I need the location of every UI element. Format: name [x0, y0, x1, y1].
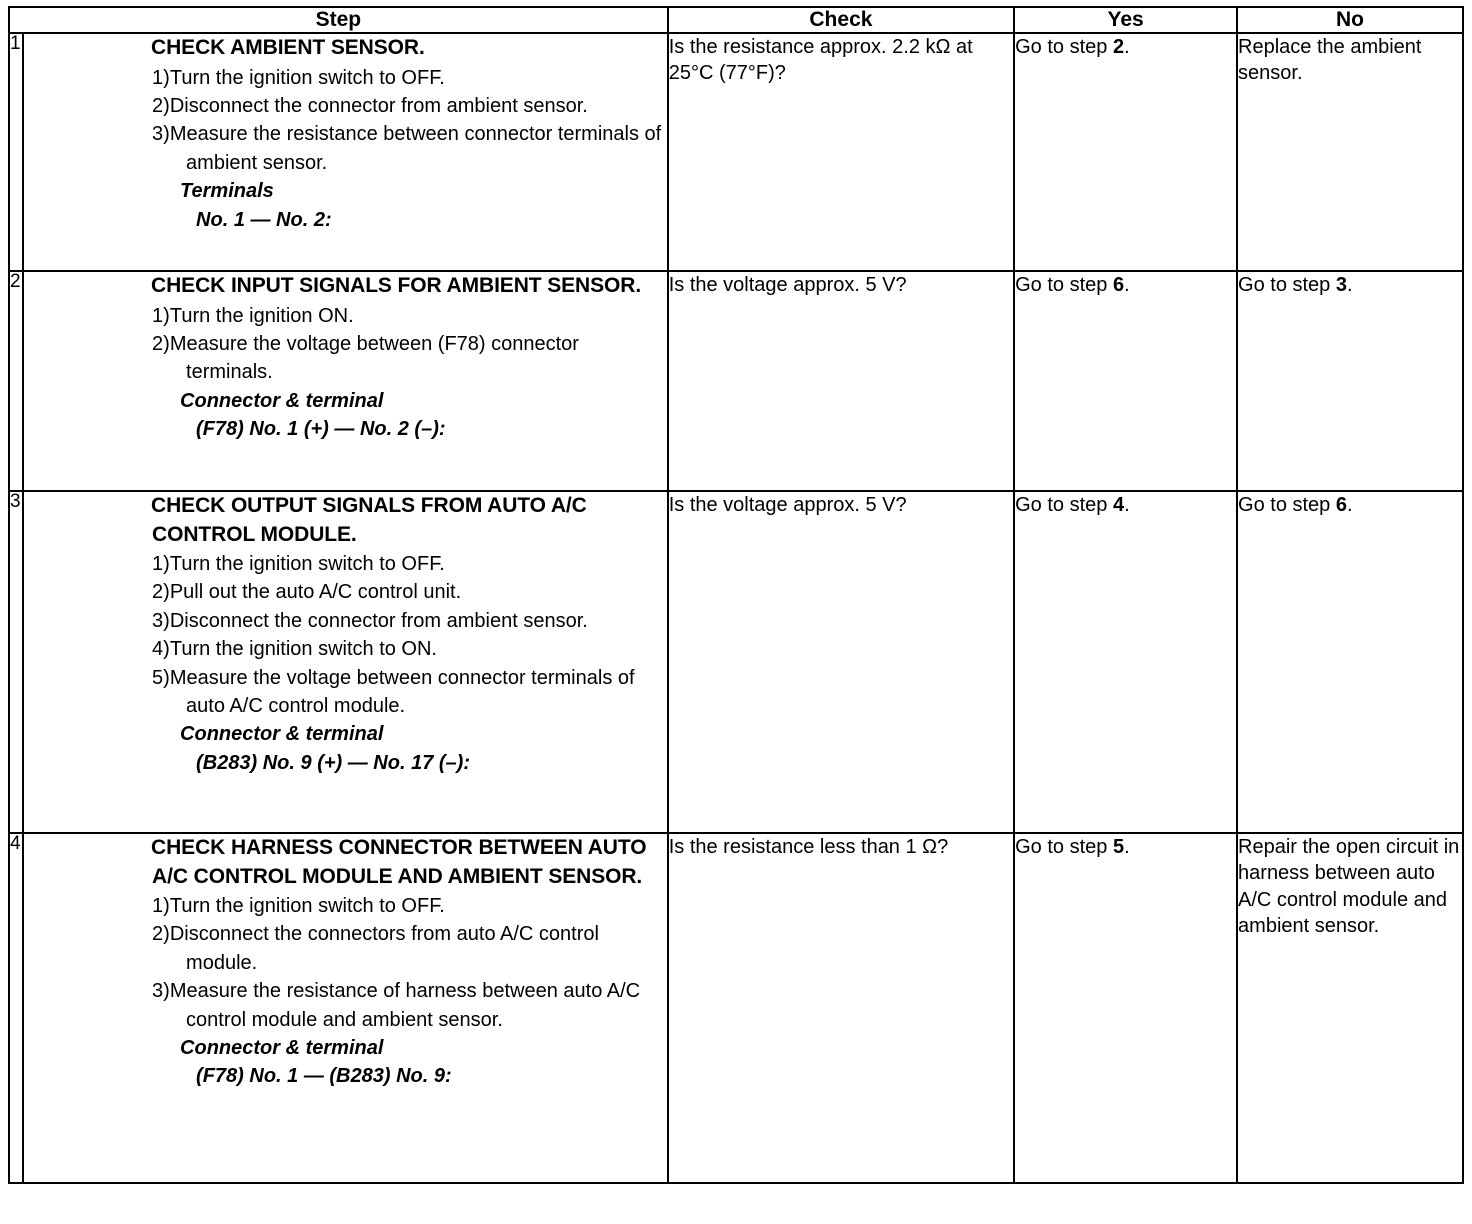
- check-content: Is the resistance less than 1 Ω?: [668, 833, 1014, 1183]
- yes-suffix: .: [1124, 836, 1130, 858]
- step-emphasis-value: No. 1 — No. 2:: [196, 208, 332, 231]
- yes-suffix: .: [1124, 494, 1130, 516]
- step-emphasis-heading: Connector & terminal: [180, 1037, 384, 1060]
- substep-text: Disconnect the connector from ambient sensor.: [169, 609, 588, 632]
- step-substep: [58, 302, 667, 330]
- substep-text: Disconnect the connector from ambient sensor.: [169, 94, 588, 117]
- step-substep: [58, 330, 667, 387]
- step-substep: [58, 920, 667, 977]
- step-content: [23, 491, 668, 833]
- no-content: [1237, 271, 1463, 491]
- step-substep: [58, 92, 667, 120]
- column-header-check: Check: [668, 7, 1014, 33]
- diagnostic-table: [8, 6, 1464, 1184]
- table-row: [9, 271, 1463, 491]
- yes-target: 4: [1112, 494, 1125, 516]
- step-emphasis-value: (F78) No. 1 (+) — No. 2 (–):: [196, 418, 446, 441]
- step-title: CHECK INPUT SIGNALS FOR AMBIENT SENSOR.: [151, 274, 642, 297]
- substep-text: Turn the ignition ON.: [169, 304, 354, 327]
- no-content: [1237, 491, 1463, 833]
- substep-number: 1): [152, 895, 170, 918]
- substep-number: 5): [152, 666, 170, 689]
- no-text: Replace the ambient sensor.: [1238, 36, 1422, 85]
- check-content: Is the resistance approx. 2.2 kΩ at 25°C (77°F)?: [668, 33, 1014, 271]
- step-title: CHECK HARNESS CONNECTOR BETWEEN AUTO A/C CONTROL MODULE AND AMBIENT SENSOR.: [151, 836, 647, 888]
- yes-text: Go to step: [1015, 36, 1113, 58]
- no-suffix: .: [1347, 494, 1353, 516]
- step-substep: [58, 64, 667, 92]
- step-number: 2: [9, 271, 23, 491]
- step-substep: [58, 578, 667, 606]
- no-target: 3: [1335, 274, 1347, 296]
- substep-text: Measure the voltage between connector terminals of auto A/C control module.: [169, 666, 635, 718]
- step-title: CHECK AMBIENT SENSOR.: [151, 36, 425, 59]
- step-substep: [58, 607, 667, 635]
- substep-number: 1): [152, 553, 170, 576]
- table-row: [9, 491, 1463, 833]
- yes-target: 5: [1112, 836, 1125, 858]
- substep-number: 2): [152, 581, 170, 604]
- yes-suffix: .: [1124, 274, 1130, 296]
- step-substep: [58, 120, 667, 177]
- yes-suffix: .: [1124, 36, 1130, 58]
- step-number: 3: [9, 491, 23, 833]
- step-emphasis-value: (F78) No. 1 — (B283) No. 9:: [196, 1065, 452, 1088]
- no-text: Go to step: [1238, 274, 1336, 296]
- step-emphasis-heading: Terminals: [180, 180, 274, 203]
- table-row: [9, 833, 1463, 1183]
- substep-text: Disconnect the connectors from auto A/C control module.: [169, 923, 599, 974]
- step-content: [23, 833, 668, 1183]
- check-content: Is the voltage approx. 5 V?: [668, 491, 1014, 833]
- yes-text: Go to step: [1015, 494, 1113, 516]
- column-header-yes: Yes: [1014, 7, 1237, 33]
- no-content: [1237, 833, 1463, 1183]
- step-content: [23, 271, 668, 491]
- no-content: [1237, 33, 1463, 271]
- step-substep: [58, 550, 667, 578]
- yes-content: [1014, 491, 1237, 833]
- step-number: 1: [9, 33, 23, 271]
- substep-number: 3): [152, 609, 170, 632]
- substep-number: 2): [152, 332, 170, 355]
- substep-number: 4): [152, 638, 170, 661]
- column-header-step: Step: [9, 7, 668, 33]
- step-emphasis-value: (B283) No. 9 (+) — No. 17 (–):: [196, 751, 470, 774]
- table-header-row: [9, 7, 1463, 33]
- step-emphasis-heading: Connector & terminal: [180, 723, 384, 746]
- check-content: Is the voltage approx. 5 V?: [668, 271, 1014, 491]
- step-title: CHECK OUTPUT SIGNALS FROM AUTO A/C CONTROL MODULE.: [151, 494, 587, 546]
- yes-target: 2: [1112, 36, 1125, 58]
- no-target: 6: [1335, 494, 1347, 516]
- step-substep: [58, 635, 667, 663]
- table-row: [9, 33, 1463, 271]
- yes-text: Go to step: [1015, 274, 1113, 296]
- yes-text: Go to step: [1015, 836, 1113, 858]
- substep-number: 3): [152, 980, 170, 1003]
- step-substep: [58, 664, 667, 721]
- substep-text: Turn the ignition switch to OFF.: [169, 66, 445, 89]
- yes-target: 6: [1112, 274, 1125, 296]
- substep-text: Turn the ignition switch to OFF.: [169, 895, 445, 918]
- step-emphasis-heading: Connector & terminal: [180, 389, 384, 412]
- column-header-no: No: [1237, 7, 1463, 33]
- substep-text: Measure the resistance of harness between auto A/C control module and ambient sensor.: [169, 980, 641, 1031]
- substep-number: 1): [152, 304, 170, 327]
- yes-content: [1014, 271, 1237, 491]
- substep-number: 2): [152, 94, 170, 117]
- substep-text: Measure the resistance between connector terminals of ambient sensor.: [169, 123, 662, 174]
- yes-content: [1014, 33, 1237, 271]
- substep-text: Measure the voltage between (F78) connector terminals.: [169, 332, 579, 384]
- step-substep: [58, 977, 667, 1034]
- no-text: Go to step: [1238, 494, 1336, 516]
- yes-content: [1014, 833, 1237, 1183]
- substep-text: Pull out the auto A/C control unit.: [169, 581, 462, 604]
- substep-text: Turn the ignition switch to OFF.: [169, 553, 445, 576]
- step-substep: [58, 892, 667, 920]
- step-number: 4: [9, 833, 23, 1183]
- no-text: Repair the open circuit in harness between auto A/C control module and ambient sensor.: [1238, 836, 1460, 938]
- no-suffix: .: [1347, 274, 1353, 296]
- substep-number: 3): [152, 123, 170, 146]
- substep-number: 2): [152, 923, 170, 946]
- step-content: [23, 33, 668, 271]
- substep-number: 1): [152, 66, 170, 89]
- substep-text: Turn the ignition switch to ON.: [169, 638, 437, 661]
